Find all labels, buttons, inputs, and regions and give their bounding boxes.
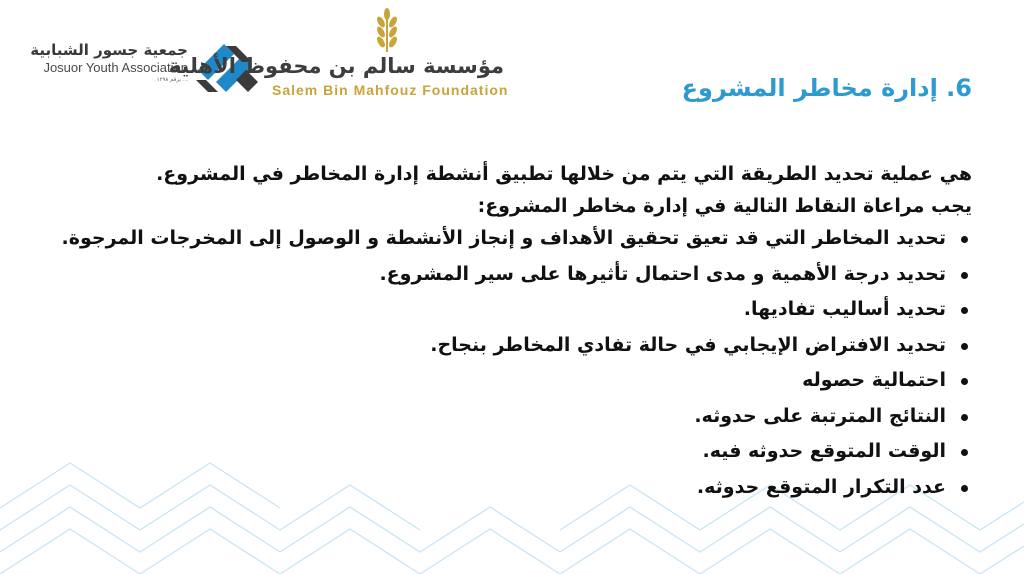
list-item bbox=[42, 292, 972, 328]
list-item bbox=[42, 257, 972, 293]
points-intro: يجب مراعاة النقاط التالية في إدارة مخاطر المشروع: bbox=[477, 195, 972, 217]
slide-title: 6. إدارة مخاطر المشروع bbox=[681, 74, 972, 102]
list-item-text: احتمالية حصوله bbox=[802, 369, 946, 391]
definition-paragraph: هي عملية تحديد الطريقة التي يتم من خلالها تطبيق أنشطة إدارة المخاطر في المشروع. bbox=[156, 163, 972, 185]
foundation-name-english: Salem Bin Mahfouz Foundation bbox=[272, 82, 509, 98]
list-item-text: الوقت المتوقع حدوثه فيه. bbox=[702, 440, 946, 462]
bullet-icon bbox=[961, 378, 968, 385]
jusoor-name-english: Josuor Youth Association bbox=[43, 60, 188, 75]
bullet-icon bbox=[961, 449, 968, 456]
bullet-icon bbox=[961, 307, 968, 314]
slide-header bbox=[0, 0, 1024, 110]
list-item bbox=[42, 363, 972, 399]
list-item-text: تحديد المخاطر التي قد تعيق تحقيق الأهداف و إنجاز الأنشطة و الوصول إلى المخرجات المرجوة. bbox=[61, 227, 946, 249]
bullet-list bbox=[42, 221, 972, 505]
list-item-text: تحديد الافتراض الإيجابي في حالة تفادي المخاطر بنجاح. bbox=[430, 333, 946, 356]
list-item-text: عدد التكرار المتوقع حدوثه. bbox=[696, 475, 946, 498]
list-item-text: تحديد درجة الأهمية و مدى احتمال تأثيرها على سير المشروع. bbox=[379, 262, 946, 285]
jusoor-registration: برقم ١٢٩٨ ... bbox=[156, 77, 188, 83]
bullet-icon bbox=[961, 272, 968, 279]
wheat-emblem-icon bbox=[372, 8, 402, 52]
list-item-text: النتائج المترتبة على حدوثه. bbox=[694, 404, 946, 427]
list-item bbox=[42, 221, 972, 257]
bullet-icon bbox=[961, 414, 968, 421]
bullet-icon bbox=[961, 343, 968, 350]
jusoor-name-arabic: جمعية جسور الشبابية bbox=[30, 41, 188, 59]
bullet-icon bbox=[961, 485, 968, 492]
foundation-name-arabic: مؤسسة سالم بن محفوظ الأهلية bbox=[168, 54, 504, 78]
jusoor-logo-text bbox=[20, 40, 188, 85]
list-item bbox=[42, 470, 972, 506]
bullet-icon bbox=[961, 236, 968, 243]
list-item bbox=[42, 399, 972, 435]
list-item-text: تحديد أساليب تفاديها. bbox=[743, 298, 946, 320]
list-item bbox=[42, 328, 972, 364]
list-item bbox=[42, 434, 972, 470]
slide-body bbox=[42, 158, 972, 505]
